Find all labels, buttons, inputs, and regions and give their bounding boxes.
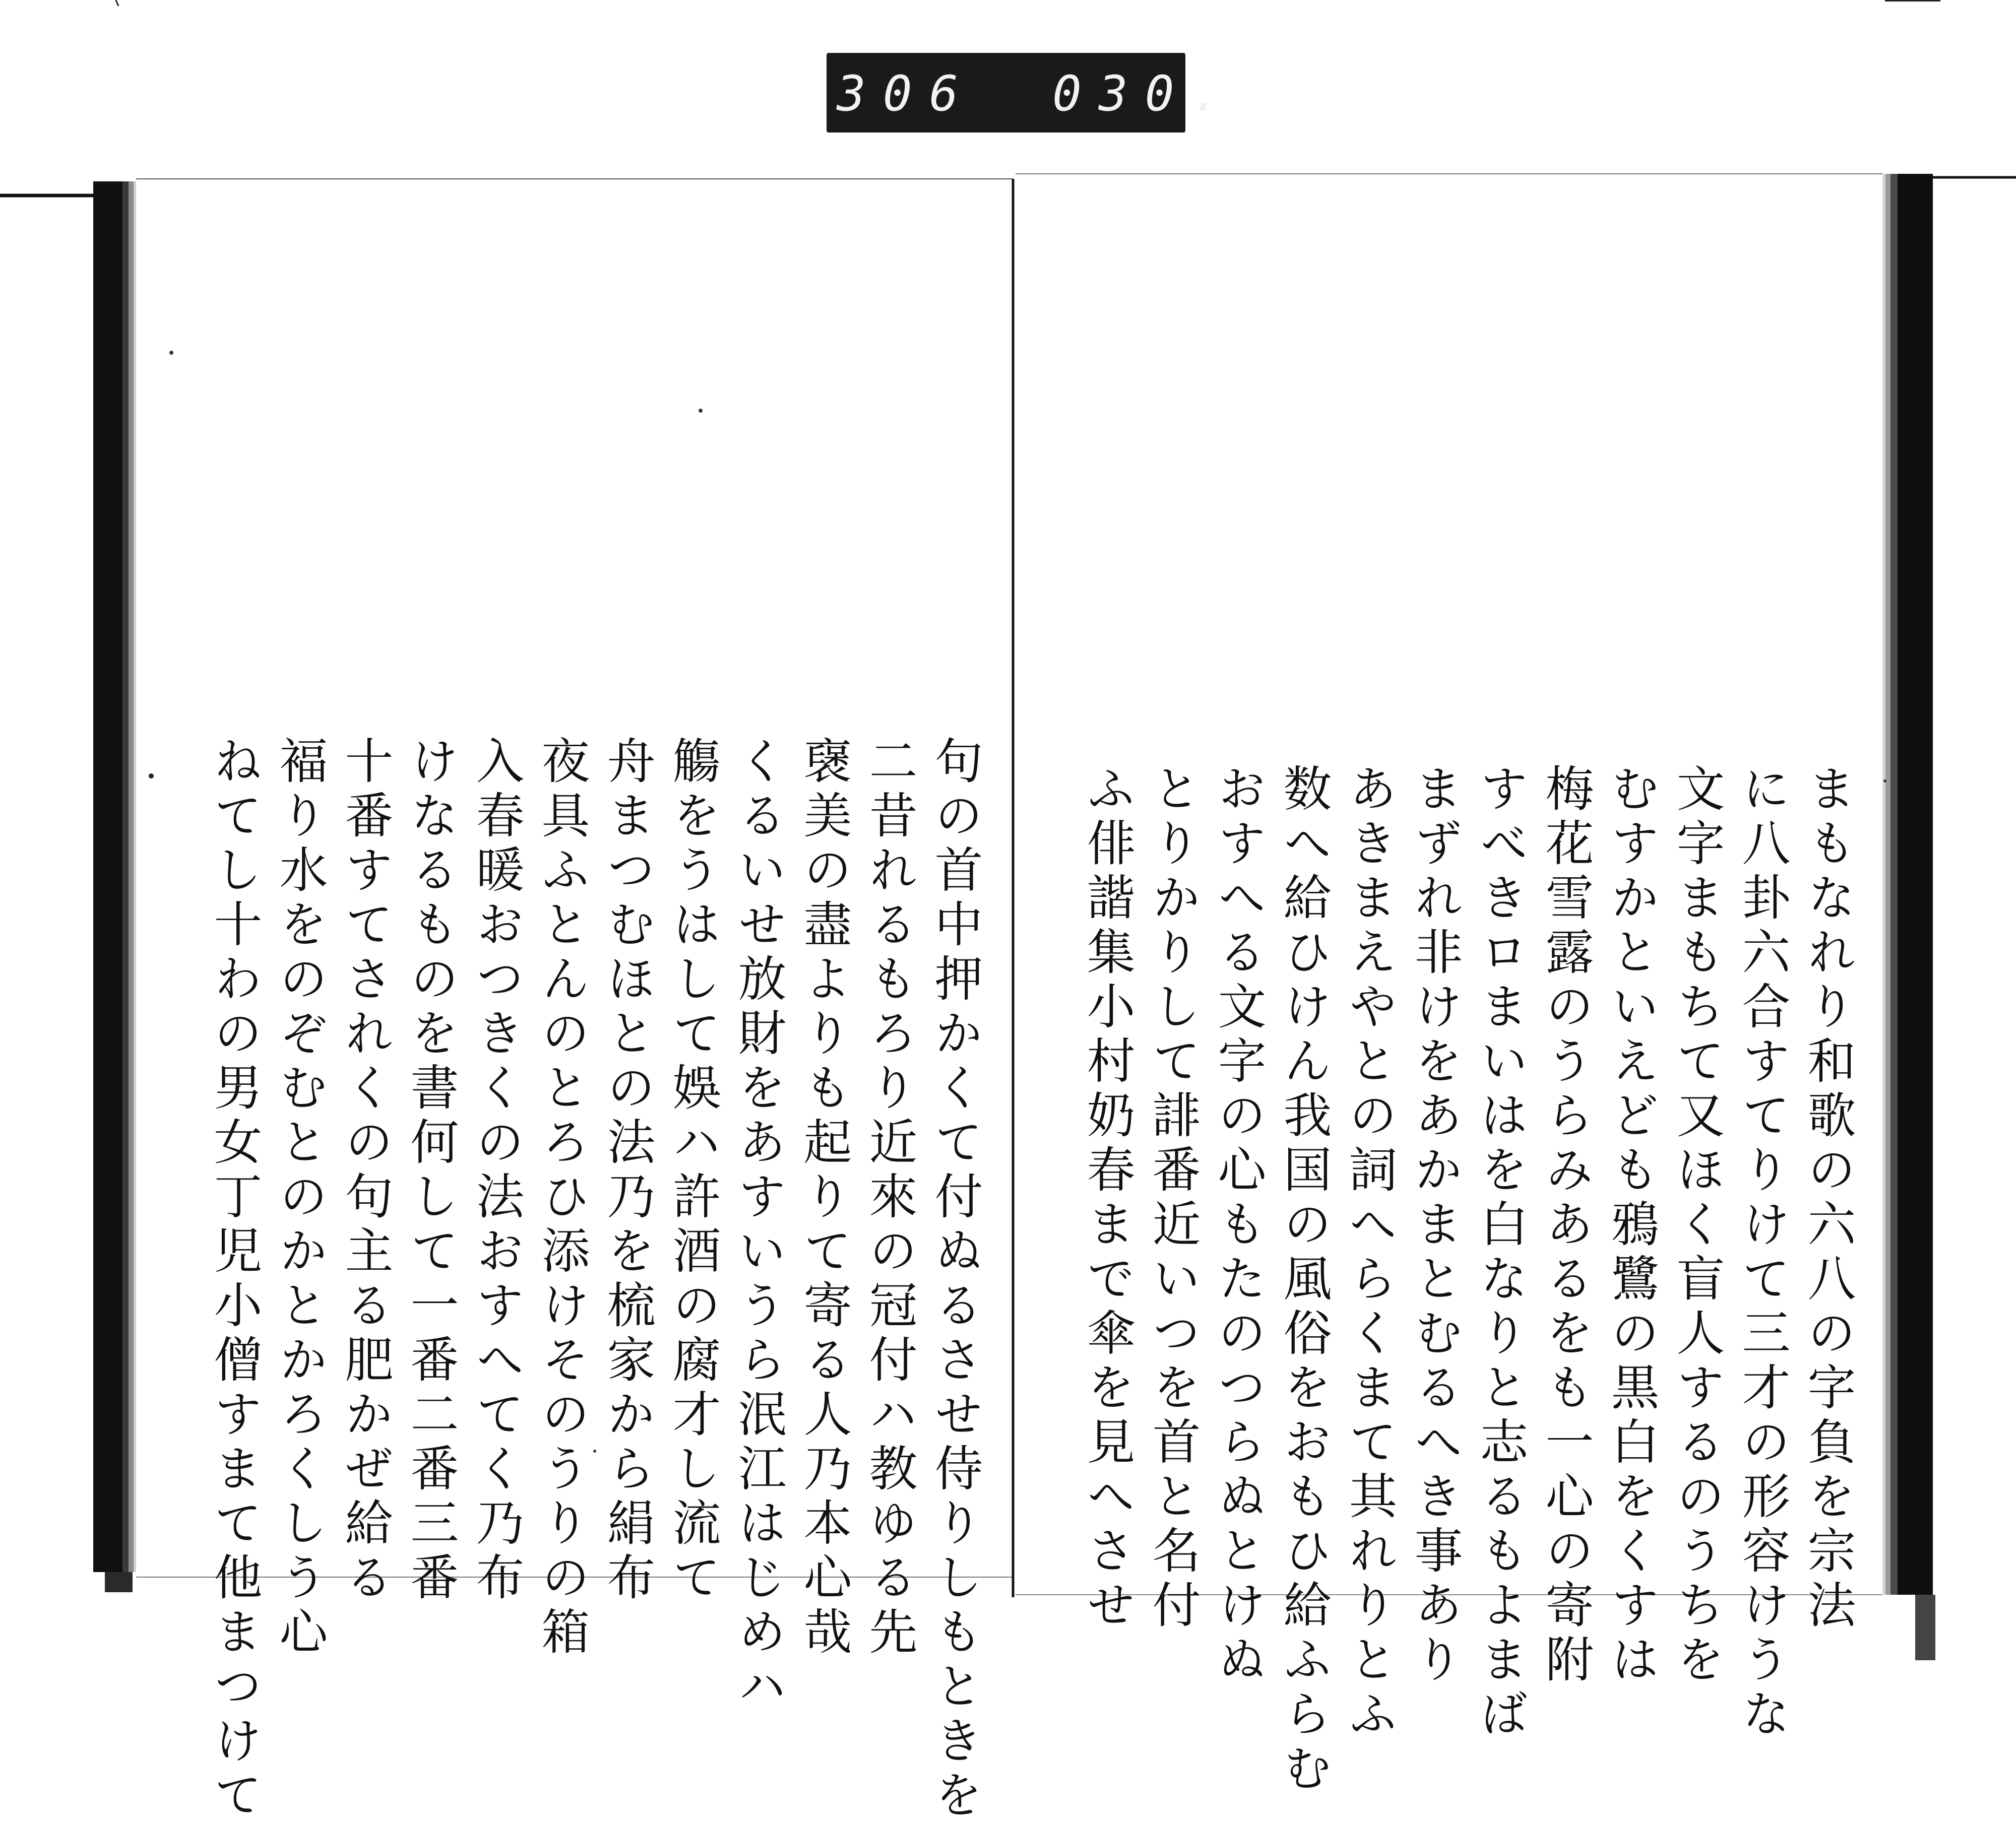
- left-archive-number: 306: [837, 66, 976, 122]
- archive-number-label: [827, 53, 1238, 133]
- right-column-1: まもなれり和歌の六八の字負を宗法: [1800, 763, 1856, 1634]
- left-column-11: 褔り水をのぞむとのかとかろくしう心: [272, 736, 328, 1661]
- right-page-text: [1075, 763, 1861, 1797]
- left-column-2: 二昔れるもろり近來の冠付ハ教ゆる先: [861, 736, 918, 1661]
- right-column-12: ふ俳諧集小村奶春まで傘を見へさせ: [1079, 763, 1136, 1634]
- left-page-text: [202, 736, 988, 1824]
- right-archive-number: 030.: [1052, 66, 1238, 122]
- left-column-7: 夜具ふとんのとろひ添けそのうりの箱: [534, 736, 590, 1661]
- left-column-4: くるいせ放財をあすいうら泯江はじめハ: [730, 736, 787, 1715]
- right-column-3: 文字まもちて又ほく盲人するのうちを: [1669, 763, 1725, 1688]
- right-column-6: すべきロまいはを白なりと志るもよまば: [1472, 763, 1529, 1743]
- right-column-8: あきまえやとの詞へらくまて其れりとふ: [1341, 763, 1398, 1743]
- right-column-7: まずれ非けをあかまとむるへき事あり: [1407, 763, 1463, 1688]
- left-column-6: 舟まつむほとの法乃を梳家から絹布: [599, 736, 656, 1606]
- right-column-10: おすへる文字の心もたのつらぬとけぬ: [1210, 763, 1267, 1688]
- right-column-11: とりかりして誹番近いつを首と名付: [1145, 763, 1201, 1634]
- right-column-2: に八卦六合すてりけて三才の形容けうな: [1734, 763, 1791, 1743]
- left-page: [130, 174, 1012, 1824]
- left-column-8: 入春暖おつきくの法おすへてく乃布: [468, 736, 525, 1606]
- right-column-5: 梅花雪露のうらみあるをも一心の寄附: [1538, 763, 1594, 1688]
- left-column-3: 襃美の盡よりも起りて寄る人乃本心哉: [796, 736, 852, 1661]
- left-column-12: ねてし十わの男女丁児小僧すまて他まつけて: [206, 736, 263, 1824]
- right-column-4: むすかといえども鴉鷺の黒白をくすは: [1603, 763, 1660, 1688]
- right-page: [1013, 174, 1895, 1797]
- left-column-10: 十番すてされくの句主る肥かぜ給る: [337, 736, 394, 1606]
- left-column-5: 觴をうはして娛ハ許酒の腐才し流て: [665, 736, 721, 1606]
- right-column-9: 数へ給ひけん我国の風俗をおもひ給ふらむ: [1276, 763, 1332, 1797]
- left-column-9: けなるものを書何して一番二番三番: [403, 736, 459, 1606]
- left-column-1: 句の首中押かくて付ぬるさせ侍りしもときを: [927, 736, 983, 1824]
